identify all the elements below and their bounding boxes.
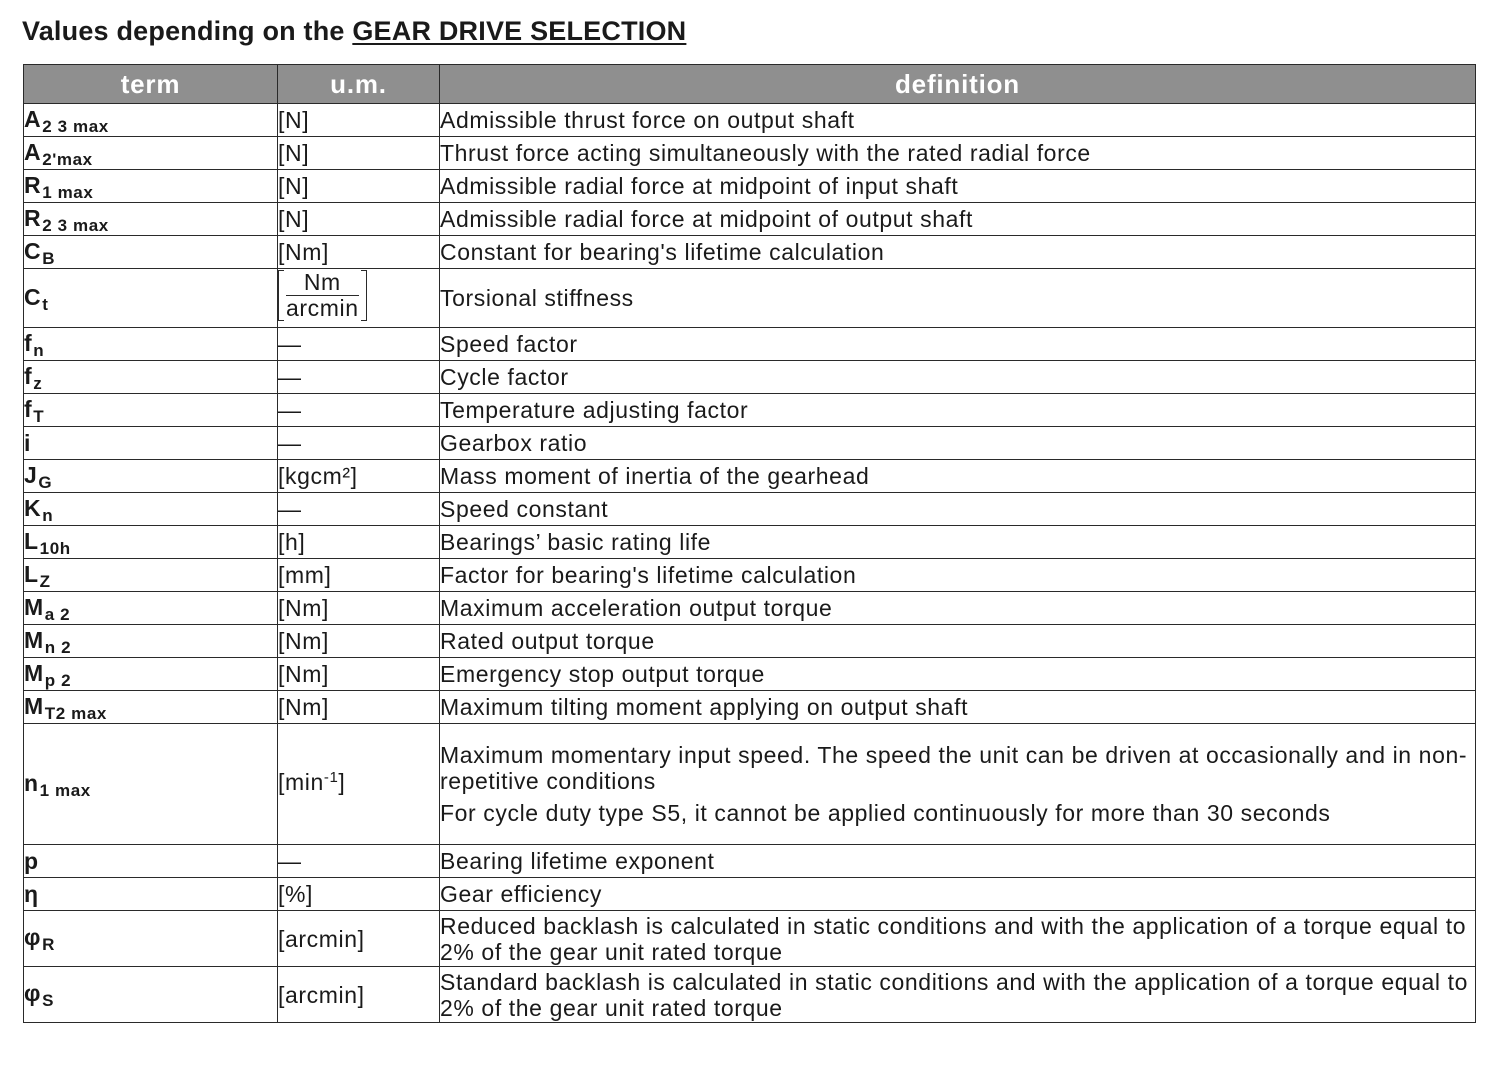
term-subscript: G [38, 472, 53, 492]
unit-value: [mm] [278, 562, 332, 588]
column-header-definition: definition [440, 65, 1476, 104]
term-symbol: i [24, 430, 31, 456]
term-symbol: J [24, 461, 38, 488]
term-cell [24, 592, 278, 625]
unit-cell [278, 427, 440, 460]
unit-tail: ] [338, 769, 346, 795]
term-cell [24, 691, 278, 724]
unit-value: [arcmin] [278, 981, 365, 1008]
term-subscript: T2 max [44, 703, 107, 723]
term-symbol: M [24, 692, 44, 719]
term-subscript: 1 max [39, 780, 91, 800]
unit-value: — [278, 364, 302, 390]
table-row [24, 967, 1476, 1023]
unit-cell [278, 460, 440, 493]
unit-value: [N] [278, 107, 310, 133]
term-cell [24, 203, 278, 236]
term-symbol: p [24, 848, 39, 874]
table-row [24, 625, 1476, 658]
definition-text: Speed factor [440, 331, 578, 357]
definition-text: Gear efficiency [440, 881, 602, 907]
unit-cell [278, 625, 440, 658]
term-cell [24, 878, 278, 911]
definition-text: Bearing lifetime exponent [440, 848, 715, 874]
unit-value: [N] [278, 140, 310, 166]
unit-value: — [278, 496, 302, 522]
definition-text: Thrust force acting simultaneously with the rated radial force [440, 140, 1091, 166]
table-row [24, 236, 1476, 269]
table-row [24, 269, 1476, 328]
term-subscript: 10h [39, 538, 71, 558]
term-cell [24, 559, 278, 592]
term-subscript: 2'max [42, 149, 93, 169]
table-row [24, 845, 1476, 878]
unit-cell [278, 328, 440, 361]
unit-value: — [278, 397, 302, 423]
definition-cell [440, 394, 1476, 427]
definition-text: Rated output torque [440, 628, 655, 654]
definition-cell [440, 967, 1476, 1023]
term-symbol: M [24, 659, 44, 686]
term-symbol: η [24, 881, 39, 907]
unit-cell [278, 269, 440, 328]
fraction-denominator: arcmin [286, 295, 359, 321]
table-row [24, 328, 1476, 361]
definition-text: Speed constant [440, 496, 609, 522]
unit-value: [min [278, 769, 324, 795]
term-symbol: φ [24, 924, 42, 950]
unit-value: — [278, 430, 302, 456]
definition-cell [440, 493, 1476, 526]
definition-text: Constant for bearing's lifetime calculation [440, 239, 885, 265]
term-subscript: n [33, 340, 45, 360]
unit-cell [278, 170, 440, 203]
table-row [24, 427, 1476, 460]
header-row [24, 65, 1476, 104]
unit-value: — [278, 848, 302, 874]
table-row [24, 137, 1476, 170]
unit-cell [278, 878, 440, 911]
term-subscript: n 2 [44, 637, 72, 657]
unit-cell [278, 658, 440, 691]
unit-cell [278, 236, 440, 269]
term-symbol: f [24, 329, 33, 356]
unit-value: [kgcm²] [278, 463, 358, 489]
definition-cell [440, 845, 1476, 878]
table-row [24, 526, 1476, 559]
definition-cell [440, 911, 1476, 967]
fraction-body [284, 270, 361, 321]
definition-cell [440, 878, 1476, 911]
term-symbol: f [24, 362, 33, 389]
term-symbol: K [24, 494, 42, 521]
table-row [24, 170, 1476, 203]
term-subscript: a 2 [44, 604, 71, 624]
unit-cell [278, 493, 440, 526]
term-symbol: C [24, 237, 42, 264]
term-cell [24, 170, 278, 203]
term-cell [24, 394, 278, 427]
term-subscript: R [42, 935, 55, 954]
definition-text: Cycle factor [440, 364, 569, 390]
term-symbol: f [24, 395, 33, 422]
unit-cell [278, 361, 440, 394]
definition-text: Admissible thrust force on output shaft [440, 107, 855, 133]
definition-text: Admissible radial force at midpoint of input shaft [440, 173, 959, 199]
definition-cell [440, 625, 1476, 658]
term-subscript: t [42, 294, 49, 314]
definition-cell [440, 269, 1476, 328]
definition-cell [440, 328, 1476, 361]
term-subscript: Z [39, 571, 51, 591]
unit-value: [Nm] [278, 694, 329, 720]
term-symbol: R [24, 171, 42, 198]
definition-text: Maximum acceleration output torque [440, 595, 833, 621]
definition-text: Reduced backlash is calculated in static conditions and with the application of a torque equal to 2% of the gear unit rated torque [440, 912, 1467, 965]
definition-text: Temperature adjusting factor [440, 397, 749, 423]
table-row [24, 203, 1476, 236]
definition-cell [440, 203, 1476, 236]
term-cell [24, 526, 278, 559]
unit-value: [arcmin] [278, 925, 365, 952]
table-row [24, 592, 1476, 625]
unit-value: — [278, 331, 302, 357]
term-symbol: A [24, 105, 42, 132]
definition-cell [440, 460, 1476, 493]
definition-text: Torsional stiffness [440, 285, 634, 311]
definition-text: Emergency stop output torque [440, 661, 765, 687]
term-cell [24, 625, 278, 658]
term-symbol: L [24, 527, 39, 554]
term-subscript: 1 max [42, 182, 94, 202]
unit-value: [Nm] [278, 595, 329, 621]
table-row [24, 493, 1476, 526]
table-row [24, 559, 1476, 592]
term-subscript: T [33, 406, 45, 426]
term-cell [24, 269, 278, 328]
term-subscript: 2 3 max [42, 215, 109, 235]
term-cell [24, 137, 278, 170]
definition-cell [440, 559, 1476, 592]
table-row [24, 361, 1476, 394]
term-cell [24, 361, 278, 394]
heading-emphasis: GEAR DRIVE SELECTION [352, 16, 687, 46]
term-symbol: M [24, 593, 44, 620]
unit-value: [Nm] [278, 628, 329, 654]
term-symbol: M [24, 626, 44, 653]
definition-text: For cycle duty type S5, it cannot be applied continuously for more than 30 seconds [440, 800, 1331, 826]
table-row [24, 911, 1476, 967]
definition-text: Mass moment of inertia of the gearhead [440, 463, 870, 489]
table-row [24, 878, 1476, 911]
unit-cell [278, 967, 440, 1023]
term-subscript: z [33, 373, 43, 393]
definition-cell [440, 658, 1476, 691]
term-subscript: B [42, 248, 56, 268]
unit-superscript: -1 [323, 769, 339, 786]
term-subscript: S [42, 991, 55, 1010]
definition-cell [440, 104, 1476, 137]
term-subscript: 2 3 max [42, 116, 109, 136]
unit-value: [Nm] [278, 239, 329, 265]
term-symbol: φ [24, 980, 42, 1006]
definition-text: Standard backlash is calculated in static conditions and with the application of a torque equal to 2% of the gear unit rated torque [440, 968, 1468, 1021]
term-cell [24, 845, 278, 878]
term-symbol: L [24, 560, 39, 587]
fraction-numerator: Nm [303, 269, 341, 295]
definition-text: Gearbox ratio [440, 430, 588, 456]
term-symbol: n [24, 769, 39, 796]
unit-cell [278, 691, 440, 724]
unit-cell [278, 394, 440, 427]
unit-cell [278, 203, 440, 236]
definition-cell [440, 427, 1476, 460]
column-header-term: term [24, 65, 278, 104]
term-cell [24, 236, 278, 269]
term-subscript: n [42, 505, 54, 525]
unit-cell [278, 592, 440, 625]
definition-cell [440, 361, 1476, 394]
unit-value: [%] [278, 881, 314, 907]
unit-value: [h] [278, 529, 306, 555]
unit-value: [N] [278, 206, 310, 232]
unit-cell [278, 845, 440, 878]
table-row [24, 104, 1476, 137]
definition-cell [440, 691, 1476, 724]
term-cell [24, 967, 278, 1023]
table-row [24, 691, 1476, 724]
terms-table [23, 64, 1476, 1023]
column-header-unit: u.m. [278, 65, 440, 104]
table-row [24, 658, 1476, 691]
bracket-right [361, 270, 367, 321]
definition-cell [440, 236, 1476, 269]
definition-text: Admissible radial force at midpoint of output shaft [440, 206, 974, 232]
table-row [24, 460, 1476, 493]
definition-cell [440, 724, 1476, 845]
term-cell [24, 104, 278, 137]
unit-cell [278, 526, 440, 559]
term-symbol: R [24, 204, 42, 231]
term-cell [24, 493, 278, 526]
term-cell [24, 328, 278, 361]
term-cell [24, 724, 278, 845]
definition-text: Bearings’ basic rating life [440, 529, 712, 555]
unit-cell [278, 559, 440, 592]
definition-text: Factor for bearing's lifetime calculation [440, 562, 857, 588]
unit-value: [N] [278, 173, 310, 199]
term-symbol: A [24, 138, 42, 165]
unit-cell [278, 104, 440, 137]
unit-cell [278, 724, 440, 845]
definition-text: Maximum tilting moment applying on output shaft [440, 694, 969, 720]
term-cell [24, 911, 278, 967]
unit-value: [Nm] [278, 661, 329, 687]
definition-cell [440, 526, 1476, 559]
table-row [24, 394, 1476, 427]
definition-cell [440, 137, 1476, 170]
definition-cell [440, 170, 1476, 203]
unit-fraction [278, 270, 367, 321]
definition-cell [440, 592, 1476, 625]
unit-cell [278, 911, 440, 967]
term-symbol: C [24, 283, 42, 310]
term-cell [24, 658, 278, 691]
definition-text: Maximum momentary input speed. The speed the unit can be driven at occasionally and in non-repetitive conditions [440, 742, 1468, 794]
term-subscript: p 2 [44, 670, 72, 690]
term-cell [24, 427, 278, 460]
unit-cell [278, 137, 440, 170]
page-heading [22, 16, 686, 47]
table-row [24, 724, 1476, 845]
heading-prefix: Values depending on the [22, 16, 353, 46]
term-cell [24, 460, 278, 493]
